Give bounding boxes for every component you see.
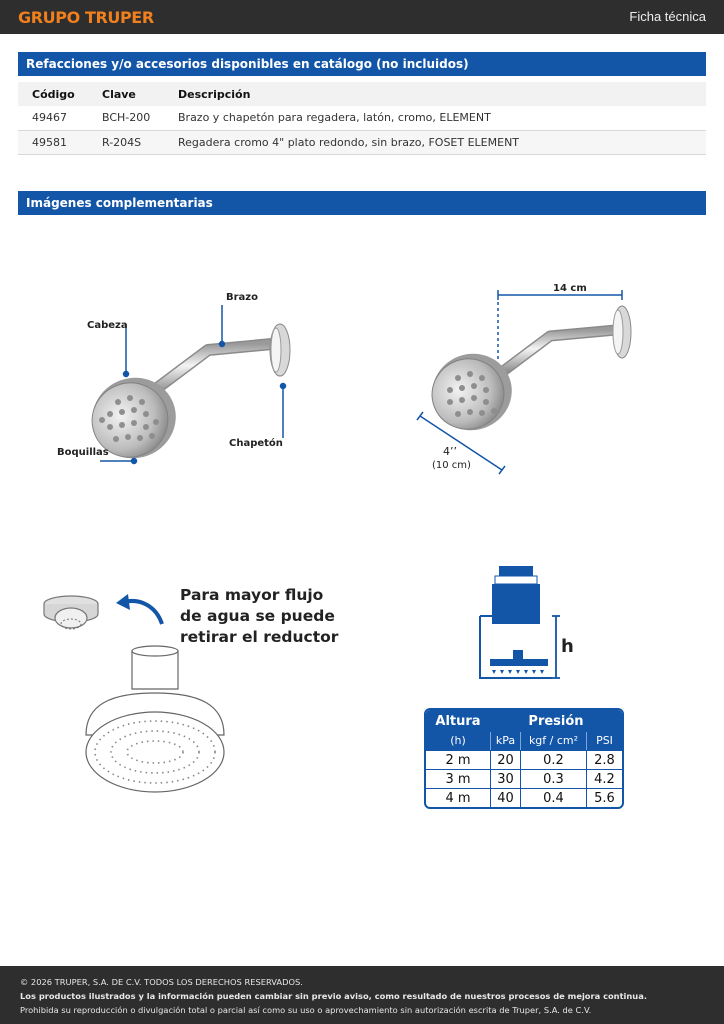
cell-descripcion: Regadera cromo 4" plato redondo, sin brazo, FOSET ELEMENT [164,130,706,154]
column-header-descripcion: Descripción [164,82,706,106]
unit-h: (h) [450,734,466,747]
cell-kpa: 40 [490,789,520,807]
cell-descripcion: Brazo y chapetón para regadera, latón, cromo, ELEMENT [164,106,706,130]
cell-psi: 4.2 [586,770,622,788]
top-bar [0,0,724,34]
unit-psi: PSI [586,732,622,750]
cell-altura: 2 m [445,753,471,768]
table-row [18,130,706,154]
cell-altura: 4 m [445,791,471,806]
label-cabeza: Cabeza [87,320,128,331]
cell-kgf: 0.2 [520,751,586,769]
images-section-title: Imágenes complementarias [18,191,706,215]
pressure-table-title-row [426,710,622,732]
showerhead-face-icon [80,645,235,795]
table-row [18,106,706,130]
label-chapeton: Chapetón [229,438,283,449]
document-type: Ficha técnica [629,9,706,24]
cell-psi: 5.6 [586,789,622,807]
footer [0,966,724,1024]
footer-rights: Prohibida su reproducción o divulgación total o parcial así como su uso o aprovechamiento sin autorización escrita de Truper, S.A. de C.V. [20,1005,592,1015]
water-tank-height-diagram [472,562,582,687]
label-boquillas: Boquillas [57,447,109,458]
table-row [426,750,622,769]
table-row [426,788,622,807]
footer-copyright: © 2026 TRUPER, S.A. DE C.V. TODOS LOS DERECHOS RESERVADOS. [20,977,303,987]
cell-kpa: 30 [490,770,520,788]
accessories-section-title: Refacciones y/o accesorios disponibles en catálogo (no incluidos) [18,52,706,76]
header-presion: Presión [528,714,584,729]
reductor-icon [40,588,170,648]
unit-kgf: kgf / cm² [520,732,586,750]
note-line-1: Para mayor flujo [180,586,324,604]
footer-disclaimer: Los productos ilustrados y la información pueden cambiar sin previo aviso, como resultado de nuestros procesos de mejora continua. [20,991,647,1001]
accessories-table [18,82,706,155]
cell-codigo: 49581 [18,130,88,154]
reductor-note [180,585,338,648]
unit-kpa: kPa [490,732,520,750]
cell-clave: BCH-200 [88,106,164,130]
label-brazo: Brazo [226,292,258,303]
dimension-head-cm: (10 cm) [432,460,471,471]
cell-kgf: 0.4 [520,789,586,807]
brand-logo: GRUPO TRUPER [18,8,154,27]
curved-arrow-icon [116,594,162,624]
cell-codigo: 49467 [18,106,88,130]
table-row [426,769,622,788]
pressure-table [424,708,624,809]
header-altura: Altura [435,714,481,729]
dimension-head-in: 4’’ [443,445,457,458]
cell-psi: 2.8 [586,751,622,769]
height-label: h [561,636,574,657]
cell-clave: R-204S [88,130,164,154]
pressure-table-units-row [426,732,622,750]
column-header-clave: Clave [88,82,164,106]
dimension-arm-length: 14 cm [553,283,587,294]
note-line-3: retirar el reductor [180,628,339,646]
cell-kpa: 20 [490,751,520,769]
column-header-codigo: Código [18,82,88,106]
note-line-2: de agua se puede [180,607,335,625]
cell-kgf: 0.3 [520,770,586,788]
cell-altura: 3 m [445,772,471,787]
table-header-row [18,82,706,106]
